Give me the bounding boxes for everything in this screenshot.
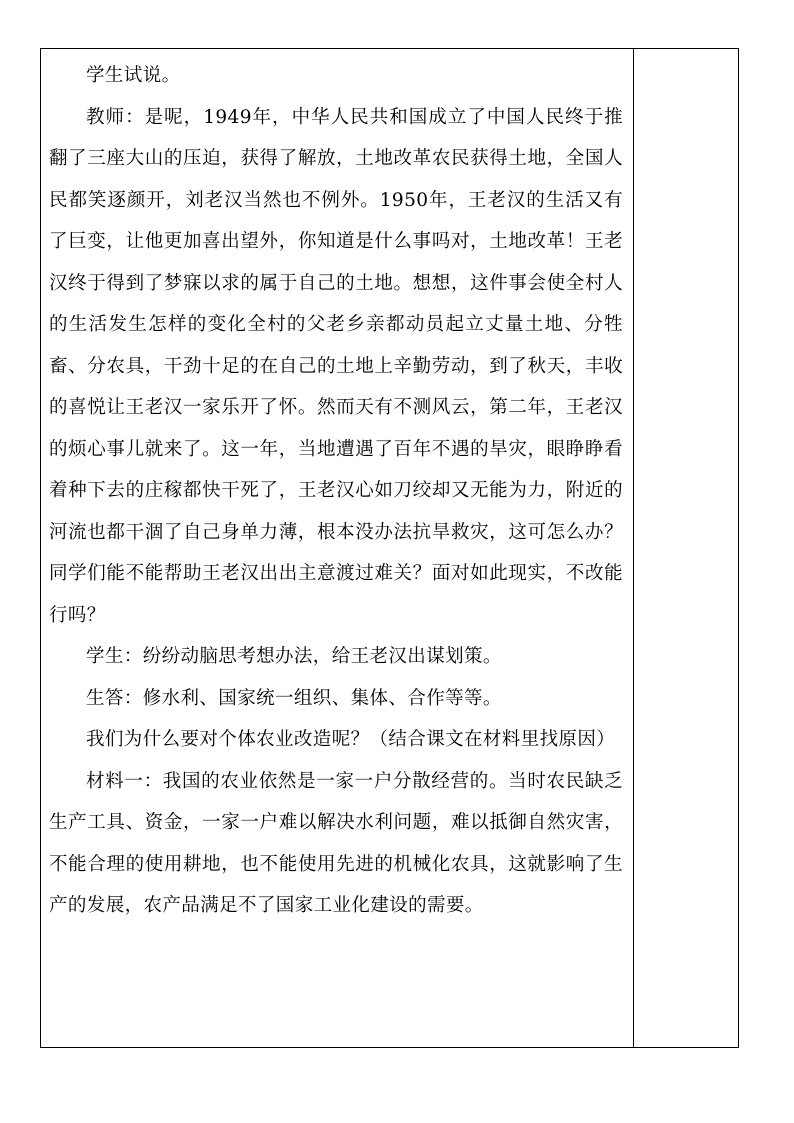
paragraph-question: 我们为什么要对个体农业改造呢？（结合课文在材料里找原因）	[86, 729, 616, 750]
paragraph-student-attempt: 学生试说。	[86, 65, 181, 86]
table-row	[41, 49, 739, 1048]
paragraph-student-answer: 生答：修水利、国家统一组织、集体、合作等等。	[86, 687, 502, 709]
lesson-table	[40, 48, 739, 1048]
side-notes-cell	[634, 49, 739, 1048]
paragraph-material-one: 材料一：我国的农业依然是一家一户分散经营的。当时农民缺乏生产工具、资金，一家一户难以解决水利问题，难以抵御自然灾害，不能合理的使用耕地，也不能使用先进的机械化农具，这就影响了生产的发展，农产品满足不了国家工业化建设的需要。	[49, 770, 623, 916]
main-content-cell	[41, 49, 634, 1048]
paragraph-student-discussion: 学生：纷纷动脑思考想办法，给王老汉出谋划策。	[86, 646, 502, 667]
paragraph-teacher-narrative: 教师：是呢，1949年，中华人民共和国成立了中国人民终于推翻了三座大山的压迫，获得了解放，土地改革农民获得土地，全国人民都笑逐颜开，刘老汉当然也不例外。1950年，王老汉的生活又有了巨变，让他更加喜出望外，你知道是什么事吗对，土地改革！王老汉终于得到了梦寐以求的属于自己的土地。想想，这件事会使全村人的生活发生怎样的变化全村的父老乡亲都动员起立丈量土地、分牲畜、分农具，干劲十足的在自己的土地上辛勤劳动，到了秋天，丰收的喜悦让王老汉一家乐开了怀。然而天有不测风云，第二年，王老汉的烦心事儿就来了。这一年，当地遭遇了百年不遇的旱灾，眼睁睁看着种下去的庄稼都快干死了，王老汉心如刀绞却又无能为力，附近的河流也都干涸了自己身单力薄，根本没办法抗旱救灾，这可怎么办？同学们能不能帮助王老汉出出主意渡过难关？面对如此现实，不改能行吗？	[49, 106, 623, 626]
lesson-content	[41, 49, 633, 927]
